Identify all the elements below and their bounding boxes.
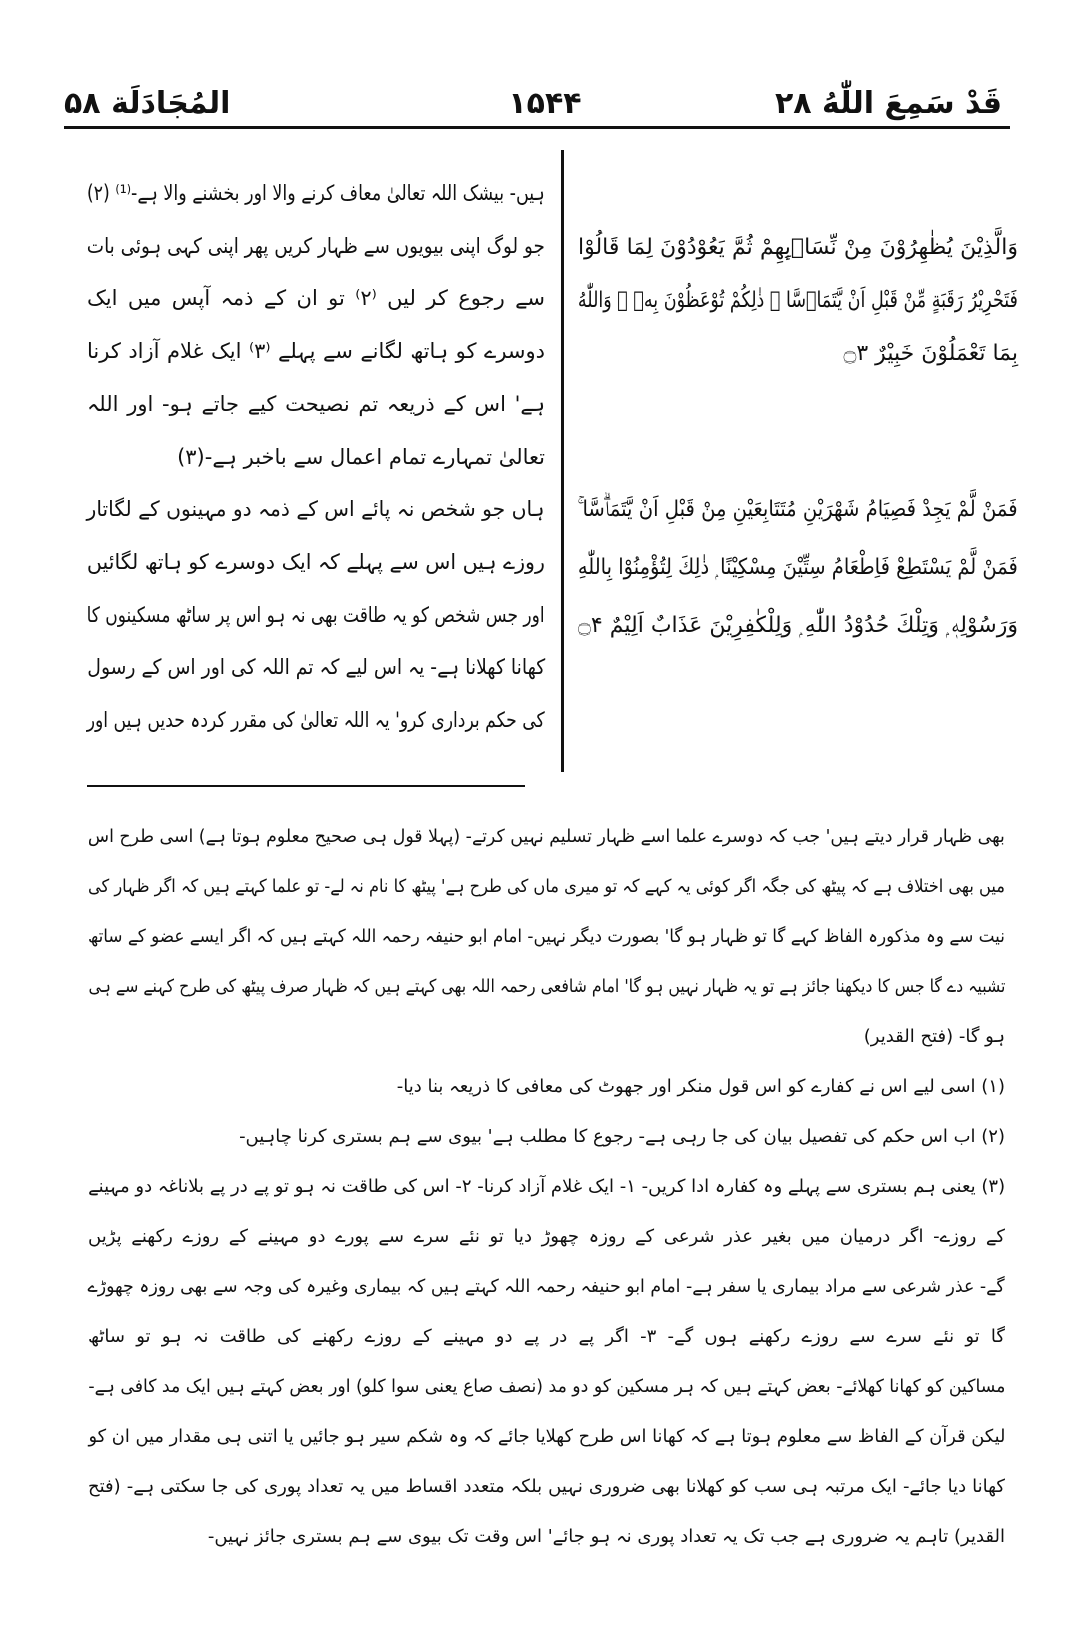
- footnote-line: مساکین کو کھانا کھلائے- بعض کہتے ہیں کہ ہر مسکین کو دو مد (نصف صاع یعنی سوا کلو) اور بعض کہتے ہیں ایک مد کافی ہے-: [88, 1376, 1005, 1397]
- page-number: ۱۵۴۴: [508, 86, 582, 121]
- footnote-line: گا تو نئے سرے سے روزے رکھنے ہوں گے- ۳- اگر پے در پے دو مہینے کے روزے رکھنے کی طاقت نہ ہو تو ساٹھ: [88, 1326, 1005, 1347]
- translation-line: ہاں جو شخص نہ پائے اس کے ذمہ دو مہینوں کے لگاتار: [86, 497, 545, 522]
- footnote-line: القدیر) تاہم یہ ضروری ہے جب تک یہ تعداد پوری نہ ہو جائے' اس وقت تک بیوی سے ہم بستری جائز نہیں-: [207, 1526, 1005, 1547]
- arabic-verse-4-line: فَمَنْ لَّمْ يَسْتَطِعْ فَاِطْعَامُ سِتِّيْنَ مِسْكِيْنًا ۭ ذٰلِكَ لِتُؤْمِنُوْا بِاللّٰهِ: [577, 555, 1018, 580]
- translation-line: جو لوگ اپنی بیویوں سے ظہار کریں پھر اپنی کہی ہوئی بات: [86, 233, 545, 258]
- footnote-line: (۱) اسی لیے اس نے کفارے کو اس قول منکر اور جھوٹ کی معافی کا ذریعہ بنا دیا-: [396, 1076, 1005, 1097]
- translation-line: تعالیٰ تمہارے تمام اعمال سے باخبر ہے-(۳): [177, 444, 545, 469]
- translation-line: ہیں- بیشک اللہ تعالیٰ معاف کرنے والا اور بخشنے والا ہے-⁽¹⁾ (۲): [87, 181, 545, 205]
- header-rule: [64, 126, 1010, 129]
- column-divider: [561, 150, 564, 772]
- footnote-line: بھی ظہار قرار دیتے ہیں' جب کہ دوسرے علما اسے ظہار تسلیم نہیں کرتے- (پہلا قول ہی صحیح معلوم ہوتا ہے) اسی طرح اس: [88, 826, 1005, 847]
- translation-line: ہے' اس کے ذریعہ تم نصیحت کیے جاتے ہو- اور اللہ: [87, 391, 545, 416]
- footnote-line: کے روزے- اگر درمیان میں بغیر عذر شرعی کے روزہ چھوڑ دیا تو نئے سرے سے پورے دو مہینے کے روزے رکھنے پڑیں: [88, 1226, 1005, 1247]
- translation-line: دوسرے کو ہاتھ لگانے سے پہلے ⁽۳⁾ ایک غلام آزاد کرنا: [87, 339, 545, 364]
- footnote-line: ہو گا- (فتح القدیر): [863, 1026, 1005, 1047]
- arabic-verse-3-line: بِمَا تَعْمَلُوْنَ خَبِيْرٌ ۝۳: [843, 341, 1018, 366]
- footnote-line: میں بھی اختلاف ہے کہ پیٹھ کی جگہ اگر کوئی یہ کہے کہ تو میری ماں کی طرح ہے' پیٹھ کا نام نہ لے- تو علما کہتے ہیں کہ اگر ظہار کی: [88, 876, 1005, 897]
- footnote-line: لیکن قرآن کے الفاظ سے معلوم ہوتا ہے کہ کھانا اس طرح کھلایا جائے کہ وہ شکم سیر ہو جائیں یا اتنی ہی مقدار میں ان کو: [88, 1426, 1005, 1447]
- arabic-verse-3-line: وَالَّذِيْنَ يُظٰهِرُوْنَ مِنْ نِّسَاۗىِٕهِمْ ثُمَّ يَعُوْدُوْنَ لِمَا قَالُوْا: [578, 235, 1018, 260]
- translation-line: کی حکم برداری کرو' یہ اللہ تعالیٰ کی مقرر کردہ حدیں ہیں اور: [86, 708, 545, 732]
- footnote-line: کھانا دیا جائے- ایک مرتبہ ہی سب کو کھلانا بھی ضروری نہیں بلکہ متعدد اقساط میں یہ تعداد پوری کی جا سکتی ہے- (فتح: [88, 1476, 1005, 1497]
- translation-line: اور جس شخص کو یہ طاقت بھی نہ ہو اس پر ساٹھ مسکینوں کا: [87, 602, 545, 627]
- arabic-verse-4-line: فَمَنْ لَّمْ يَجِدْ فَصِيَامُ شَهْرَيْنِ مُتَتَابِعَيْنِ مِنْ قَبْلِ اَنْ يَّتَمَاۗسَّا ۚ: [577, 497, 1018, 522]
- arabic-verse-3-line: فَتَحْرِيْرُ رَقَبَةٍ مِّنْ قَبْلِ اَنْ يَّتَمَاۗسَّا ۭ ذٰلِكُمْ تُوْعَظُوْنَ بِهٖ ۭ وَاللّٰهُ: [577, 288, 1018, 313]
- translation-line: کھانا کھلانا ہے- یہ اس لیے کہ تم اللہ کی اور اس کے رسول: [87, 655, 545, 680]
- surah-juz-header: قَدْ سَمِعَ اللّٰهُ ۲۸: [774, 86, 1002, 121]
- footnote-line: (۲) اب اس حکم کی تفصیل بیان کی جا رہی ہے- رجوع کا مطلب ہے' بیوی سے ہم بستری کرنا چاہیں-: [239, 1126, 1005, 1147]
- translation-line: روزے ہیں اس سے پہلے کہ ایک دوسرے کو ہاتھ لگائیں: [86, 549, 545, 574]
- footnote-line: (۳) یعنی ہم بستری سے پہلے وہ کفارہ ادا کریں- ۱- ایک غلام آزاد کرنا- ۲- اس کی طاقت نہ ہو تو پے در پے بلاناغہ دو مہینے: [87, 1176, 1005, 1197]
- arabic-verse-4-line: وَرَسُوْلِهٖ ۭ وَتِلْكَ حُدُوْدُ اللّٰهِ ۭ وَلِلْكٰفِرِيْنَ عَذَابٌ اَلِيْمٌ ۝۴: [578, 613, 1018, 638]
- footnote-line: گے- عذر شرعی سے مراد بیماری یا سفر ہے- امام ابو حنیفہ رحمہ اللہ کہتے ہیں کہ بیماری وغیرہ کی وجہ سے بھی روزہ چھوڑے: [87, 1276, 1005, 1297]
- translation-line: سے رجوع کر لیں ⁽۲⁾ تو ان کے ذمہ آپس میں ایک: [87, 286, 545, 311]
- footnote-separator: [87, 785, 525, 787]
- footnote-line: تشبیہ دے گا جس کا دیکھنا جائز ہے تو یہ ظہار نہیں ہو گا' امام شافعی رحمہ اللہ بھی کہتے ہیں کہ ظہار صرف پیٹھ کی طرح کہنے سے ہی: [88, 976, 1005, 997]
- surah-name-header: المُجَادَلَة ۵۸: [64, 86, 231, 121]
- footnote-line: نیت سے وہ مذکورہ الفاظ کہے گا تو ظہار ہو گا' بصورت دیگر نہیں- امام ابو حنیفہ رحمہ اللہ کہتے ہیں کہ اگر ایسے عضو کے ساتھ: [88, 926, 1005, 947]
